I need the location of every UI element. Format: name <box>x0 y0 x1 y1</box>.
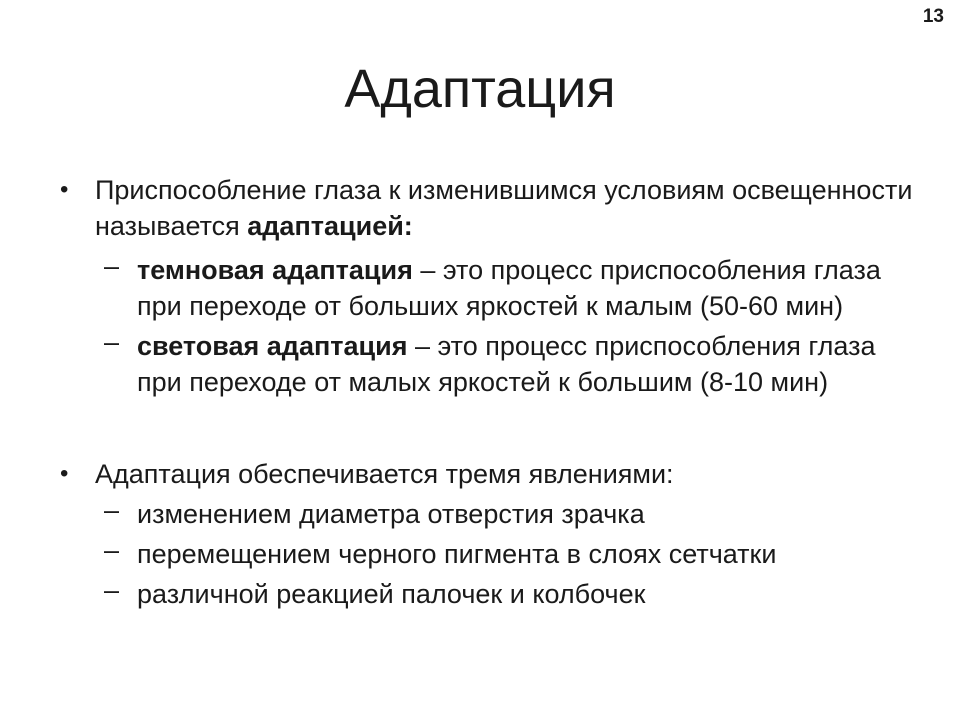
sub-item-light-adaptation <box>60 328 920 400</box>
sub-item-text: изменением диаметра отверстия зрачка <box>137 499 645 529</box>
bullet-text-bold: адаптацией: <box>247 211 413 241</box>
dash-marker: – <box>104 251 120 281</box>
sub-item-pupil <box>60 496 920 532</box>
dash-marker: – <box>104 535 120 565</box>
bullet-text: Адаптация обеспечивается тремя явлениями: <box>95 459 674 489</box>
bullet-marker: • <box>60 176 69 203</box>
sub-item-text: перемещением черного пигмента в слоях сетчатки <box>137 539 777 569</box>
sub-item-term: темновая адаптация <box>137 255 413 285</box>
slide-title: Адаптация <box>344 59 616 119</box>
slide-number: 13 <box>922 6 944 27</box>
sub-item-term: световая адаптация <box>137 331 408 361</box>
dash-marker: – <box>104 575 120 605</box>
bullet-text: Приспособление глаза к изменившимся условиям освещенности называется <box>95 175 913 241</box>
bullet-marker: • <box>60 460 69 487</box>
slide-content <box>60 172 920 612</box>
dash-marker: – <box>104 327 120 357</box>
bullet-item-2 <box>60 456 920 492</box>
sub-item-definition: – это процесс приспособления глаза при переходе от малых яркостей к большим (8-10 мин) <box>137 331 876 397</box>
bullet-item-1 <box>60 172 920 244</box>
dash-marker: – <box>104 495 120 525</box>
sub-item-definition: – это процесс приспособления глаза при переходе от больших яркостей к малым (50-60 мин) <box>137 255 881 321</box>
sub-item-text: различной реакцией палочек и колбочек <box>137 579 646 609</box>
sub-item-rods-cones <box>60 576 920 612</box>
sub-item-dark-adaptation <box>60 252 920 324</box>
sub-item-pigment <box>60 536 920 572</box>
